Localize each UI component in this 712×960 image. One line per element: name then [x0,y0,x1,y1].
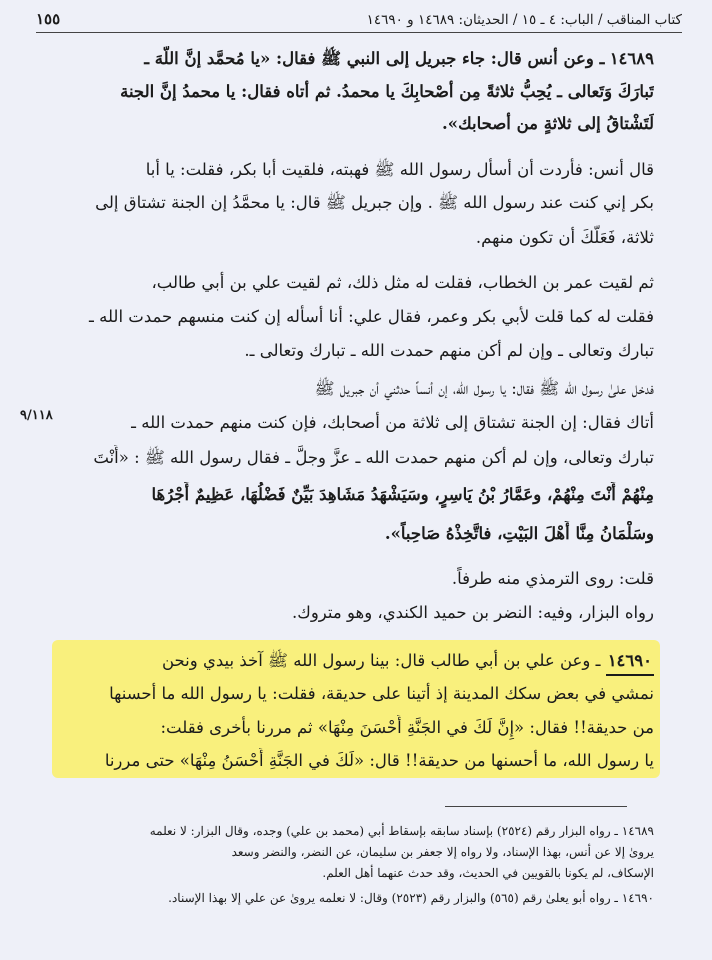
page-header [36,10,682,33]
footnote-14689-line-2: يروىٰ إلا عن أنس، بهذا الإسناد، ولا رواه إلا جعفر بن سليمان، عن النضر، والنضر وسعد [231,845,654,859]
footnote-14689-line-3: الإسكاف، لم يكونا بالقويين في الحديث، وقد حدث عنهما أهل العلم. [322,866,654,880]
hadith-14689-line-2: تَبارَكَ وَتَعالى ـ يُحِبُّ ثلاثةً مِن أصْحابِكَ يا محمدُ. ثم أتاه فقال: يا محمدُ إنَّ الجنة [120,82,654,101]
omar-line-3: تبارك وتعالى ـ وإن لم أكن منهم حمدت الله ـ تبارك وتعالى ـ. [244,341,654,360]
footnote-separator [445,806,627,807]
hadith-number: ١٤٦٩٠ [606,648,654,676]
ali-line-5: وسَلْمَانُ مِنَّا أَهْلَ البَيْتِ، فاتَّخِذْهُ صَاحِباً». [384,524,654,543]
hadith-14690-line-1: ١٤٦٩٠ ـ وعن علي بن أبي طالب قال: بينا رسول الله ﷺ آخذ بيدي ونحن [40,648,654,676]
hadith-number: ١٤٦٨٩ [609,49,654,68]
hadith-14689-line-1: ١٤٦٨٩ ـ وعن أنس قال: جاء جبريل إلى النبي ﷺ فقال: «يا مُحمَّد إنَّ اللَّهَ ـ [144,49,654,68]
anas-line-2: بكر إني كنت عند رسول الله ﷺ . وإن جبريل ﷺ قال: يا محمَّدُ إن الجنة تشتاق إلى [95,193,654,212]
omar-line-2: فقلت له كما قلت لأبي بكر وعمر، فقال علي: أنا أسأله إن كنت منسهم حمدت الله ـ [89,307,654,326]
ali-line-2: أتاك فقال: إن الجنة تشتاق إلى ثلاثة من أصحابك، فإن كنت منهم حمدت الله ـ [131,413,654,432]
anas-line-1: قال أنس: فأردت أن أسأل رسول الله ﷺ فهبته، فلقيت أبا بكر، فقلت: يا أبا [145,160,654,179]
page-number: ١٥٥ [36,10,61,28]
hadith-14690-line-4: يا رسول الله، ما أحسنها من حديقة!! قال: «لَكَ في الجَنَّةِ أَحْسَنُ مِنْهَا» حتى مررنا [104,751,654,770]
running-title: كتاب المناقب / الباب: ٤ ـ ١٥ / الحديثان: ١٤٦٨٩ و ١٤٦٩٠ [366,12,682,28]
omar-line-1: ثم لقيت عمر بن الخطاب، فقلت له مثل ذلك، ثم لقيت علي بن أبي طالب، [151,273,654,292]
note-tirmidhi: قلت: روى الترمذي منه طرفاً. [451,569,654,588]
note-bazzar: رواه البزار، وفيه: النضر بن حميد الكندي، وهو متروك. [291,603,654,622]
hadith-14690-line-2: نمشي في بعض سكك المدينة إذ أتينا على حديقة، فقلت: يا رسول الله ما أحسنها [109,684,654,703]
ali-line-4: مِنْهُمْ أَنْتَ مِنْهُمْ، وعَمَّارُ بْنُ يَاسِرٍ، وسَيَشْهَدُ مَشَاهِدَ بَيِّنٌ فَضْلُهَا، عَظِيمٌ أَجْرُهَا [151,485,654,504]
footnote-14689-line-1: ١٤٦٨٩ ـ رواه البزار رقم (٢٥٢٤) بإسناد سابقه بإسقاط أبي (محمد بن علي) وجده، وقال البزار: لا نعلمه [149,824,654,838]
hadith-14690-line-3: من حديقة!! فقال: «إِنَّ لَكَ في الجَنَّةِ أَحْسَنَ مِنْهَا» ثم مررنا بأخرى فقلت: [160,718,654,737]
hadith-14689-line-3: لَتَشْتاقُ إلى ثلاثةٍ من أصحابك». [442,114,654,133]
margin-reference: ٩/١١٨ [20,408,53,423]
footnote-14690: ١٤٦٩٠ ـ رواه أبو يعلىٰ رقم (٥٦٥) والبزار رقم (٢٥٢٣) وقال: لا نعلمه يروىٰ عن علي إلا بهذا الإسناد. [168,891,654,905]
ali-line-1: فدخل علىٰ رسول الله ﷺ فقال: يا رسول الله، إن أنساً حدثني أن جبريل ﷺ [314,379,654,398]
anas-line-3: ثلاثة، فَعَلَّكَ أن تكون منهم. [475,228,654,247]
ali-line-3: تبارك وتعالى، وإن لم أكن منهم حمدت الله ـ عزَّ وجلَّ ـ فقال رسول الله ﷺ : «أَنْتَ [93,448,654,467]
